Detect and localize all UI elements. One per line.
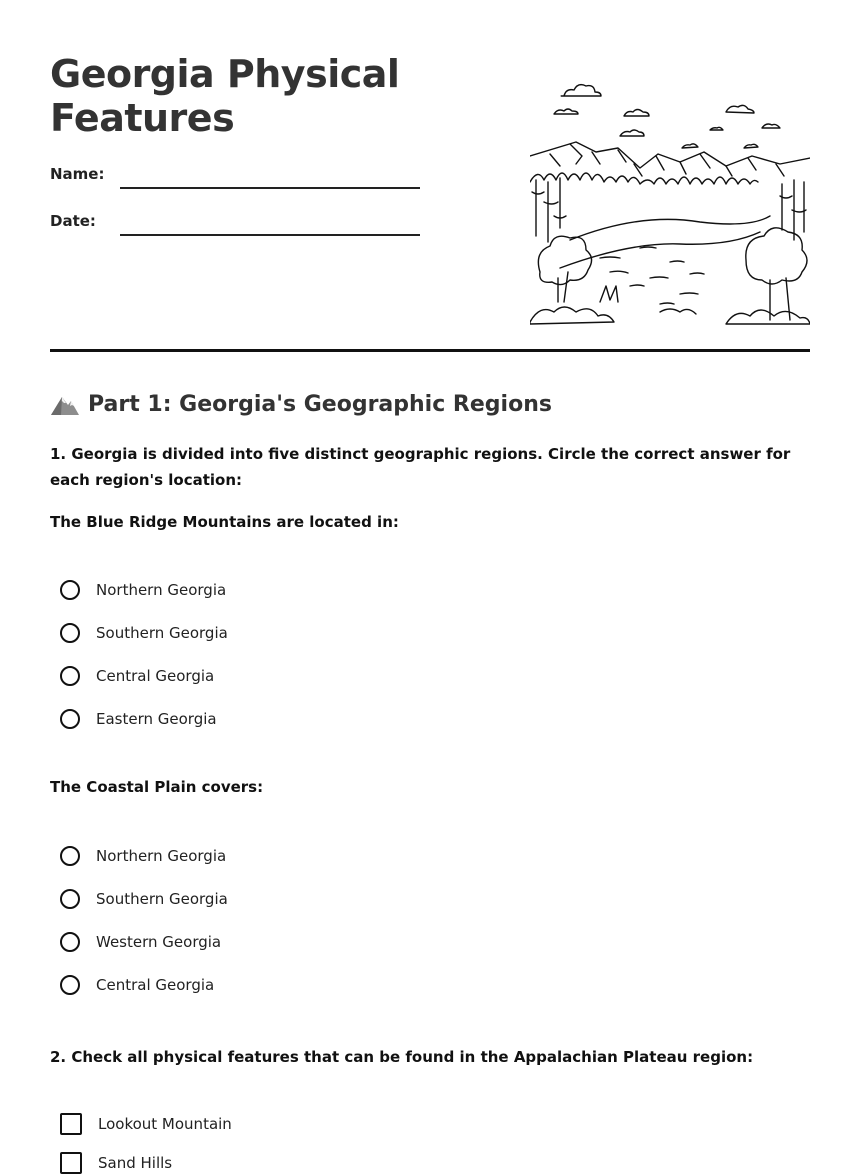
coastal-plain-option[interactable]	[60, 843, 226, 869]
coastal-plain-option[interactable]	[60, 886, 228, 912]
part1-heading-text: Part 1: Georgia's Geographic Regions	[88, 391, 552, 417]
option-label: Sand Hills	[98, 1154, 173, 1172]
date-label: Date:	[50, 212, 96, 230]
part1-heading	[50, 388, 552, 420]
option-label: Southern Georgia	[96, 624, 228, 642]
radio-button[interactable]	[60, 889, 80, 909]
radio-button[interactable]	[60, 580, 80, 600]
radio-button[interactable]	[60, 623, 80, 643]
coastal-plain-option[interactable]	[60, 929, 221, 955]
option-label: Southern Georgia	[96, 890, 228, 908]
radio-button[interactable]	[60, 846, 80, 866]
option-label: Central Georgia	[96, 976, 215, 994]
name-label: Name:	[50, 165, 105, 183]
radio-button[interactable]	[60, 709, 80, 729]
option-label: Eastern Georgia	[96, 710, 217, 728]
radio-button[interactable]	[60, 975, 80, 995]
radio-button[interactable]	[60, 932, 80, 952]
blue-ridge-prompt: The Blue Ridge Mountains are located in:	[50, 513, 399, 531]
option-label: Northern Georgia	[96, 847, 227, 865]
appalachian-feature-option[interactable]	[60, 1150, 172, 1176]
coastal-plain-prompt: The Coastal Plain covers:	[50, 778, 264, 796]
worksheet-page	[50, 0, 810, 1172]
question-1-text: 1. Georgia is divided into five distinct geographic regions. Circle the correct answer for each region's location:	[50, 445, 791, 489]
option-label: Western Georgia	[96, 933, 222, 951]
blue-ridge-option[interactable]	[60, 577, 226, 603]
option-label: Central Georgia	[96, 667, 215, 685]
coastal-plain-option[interactable]	[60, 972, 214, 998]
blue-ridge-option[interactable]	[60, 663, 214, 689]
blue-ridge-option[interactable]	[60, 706, 217, 732]
checkbox[interactable]	[60, 1152, 82, 1174]
option-label: Northern Georgia	[96, 581, 227, 599]
mountain-icon	[50, 391, 80, 417]
landscape-illustration	[530, 72, 810, 332]
radio-button[interactable]	[60, 666, 80, 686]
header-divider	[50, 349, 810, 352]
checkbox[interactable]	[60, 1113, 82, 1135]
page-title: Georgia Physical Features	[50, 52, 400, 140]
date-field[interactable]	[120, 234, 420, 236]
name-field[interactable]	[120, 187, 420, 189]
option-label: Lookout Mountain	[98, 1115, 232, 1133]
appalachian-feature-option[interactable]	[60, 1111, 232, 1137]
blue-ridge-option[interactable]	[60, 620, 228, 646]
question-2-text: 2. Check all physical features that can be found in the Appalachian Plateau region:	[50, 1048, 754, 1066]
